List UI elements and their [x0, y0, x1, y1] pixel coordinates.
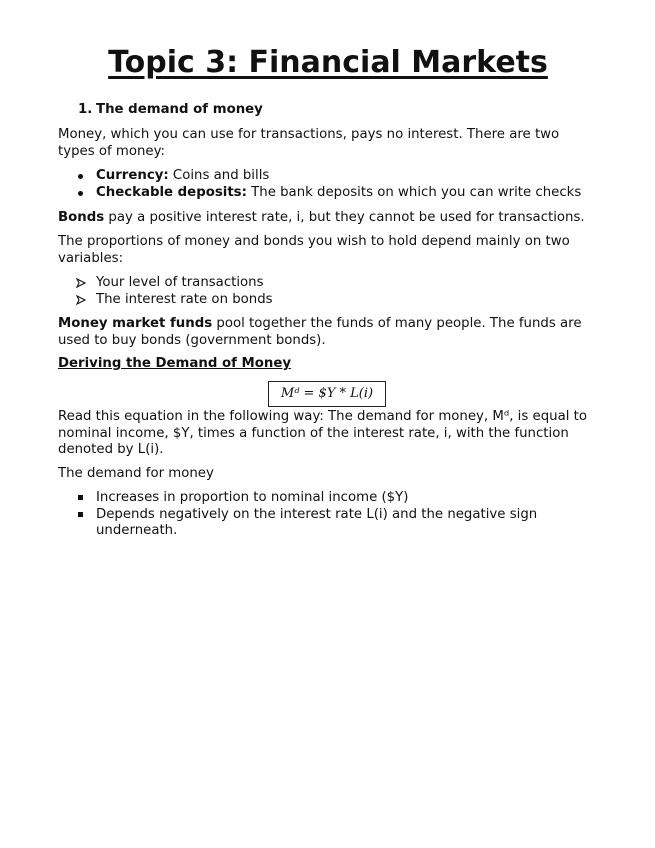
- term-label: Checkable deposits:: [96, 184, 247, 200]
- deriving-heading: Deriving the Demand of Money: [58, 356, 292, 371]
- term-description: Coins and bills: [168, 168, 270, 183]
- term-label: Currency:: [96, 168, 169, 183]
- demand-point-text: Depends negatively on the interest rate L(i) and the negative sign underneath.: [96, 506, 538, 538]
- page-title: Topic 3: Financial Markets: [108, 45, 548, 80]
- read-equation-paragraph: Read this equation in the following way: The demand for money, Mᵈ, is equal to nominal income, $Y, times a function of the interest rate, i, with the function denoted by L(i).: [58, 409, 587, 457]
- bonds-term: Bonds: [58, 210, 105, 225]
- variable-text: The interest rate on bonds: [96, 291, 273, 307]
- list-item: [58, 292, 598, 309]
- variable-text: Your level of transactions: [96, 275, 264, 290]
- list-item: [58, 185, 598, 202]
- bonds-paragraph: [58, 210, 598, 227]
- section-heading-text: The demand of money: [96, 102, 263, 117]
- equation-box: Mᵈ = $Y * L(i): [268, 381, 386, 407]
- mmf-term: Money market funds: [58, 316, 213, 331]
- list-item: [58, 168, 598, 185]
- money-market-paragraph: [58, 316, 598, 349]
- section-heading: [78, 102, 263, 119]
- money-types-list: [58, 168, 598, 201]
- mmf-text: pool together the funds of many people. The funds are used to buy bonds (government bonds).: [58, 316, 582, 348]
- bonds-text: pay a positive interest rate, i, but they cannot be used for transactions.: [104, 210, 585, 225]
- list-item: [58, 507, 598, 540]
- term-description: The bank deposits on which you can write checks: [246, 184, 582, 200]
- intro-paragraph: Money, which you can use for transactions, pays no interest. There are two types of money:: [58, 127, 560, 159]
- demand-intro: The demand for money: [58, 466, 214, 481]
- proportions-paragraph: The proportions of money and bonds you wish to hold depend mainly on two variables:: [58, 234, 570, 266]
- list-item: [58, 490, 598, 507]
- demand-point-text: Increases in proportion to nominal income ($Y): [96, 490, 409, 505]
- variables-list: [58, 275, 598, 308]
- demand-points-list: [58, 490, 598, 540]
- list-item: [58, 275, 598, 292]
- section-number: 1.: [78, 102, 93, 117]
